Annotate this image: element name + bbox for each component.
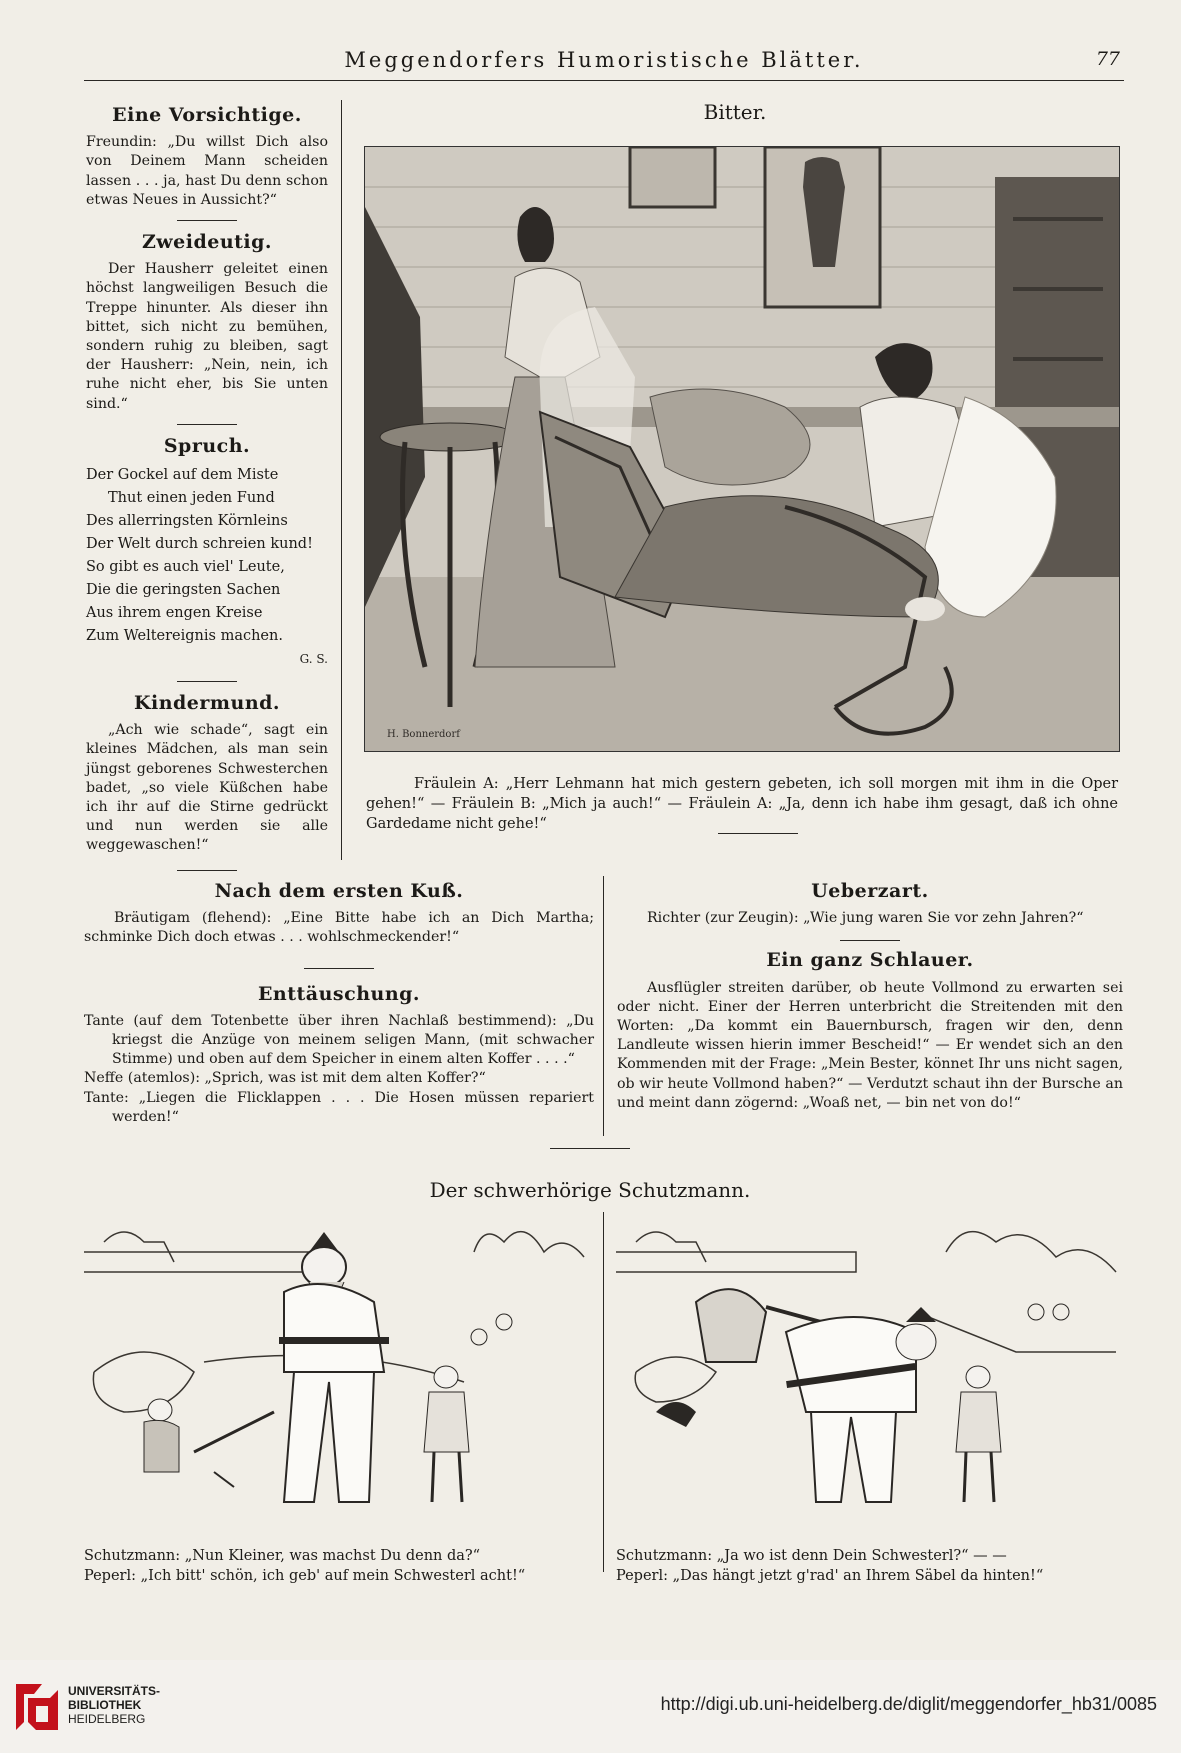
caption-line: Peperl: „Ich bitt' schön, ich geb' auf mein Schwesterl acht!“ (84, 1568, 526, 1584)
section-text-ueberzart: Richter (zur Zeugin): „Wie jung waren Sie vor zehn Jahren?“ (647, 910, 1084, 927)
caption-line: Schutzmann: „Ja wo ist denn Dein Schwesterl?“ — — (616, 1548, 1007, 1564)
separator (550, 1148, 630, 1149)
separator (304, 968, 374, 969)
university-logo-icon (10, 1678, 64, 1736)
separator (718, 833, 798, 834)
section-title-zweideutig: Zweideutig. (141, 231, 273, 254)
cartoon-panel-left (84, 1212, 592, 1532)
poem-line: Des allerringsten Körnleins (86, 513, 288, 530)
footer-bar (0, 1660, 1181, 1753)
poem-line: Aus ihrem engen Kreise (86, 605, 263, 622)
section-title-kindermund: Kindermund. (133, 692, 281, 715)
section-title-erster-kuss: Nach dem ersten Kuß. (214, 880, 464, 902)
poem-line: Der Gockel auf dem Miste (86, 467, 279, 484)
dialogue-line: Neffe (atemlos): „Sprich, was ist mit dem alten Koffer?“ (84, 1070, 486, 1087)
cartoon-panel-right (616, 1212, 1124, 1532)
column-rule (341, 100, 342, 860)
caption-line: Peperl: „Das hängt jetzt g'rad' an Ihrem Säbel da hinten!“ (616, 1568, 1044, 1584)
separator (177, 220, 237, 221)
left-column (86, 100, 328, 883)
institution-name (68, 1684, 160, 1726)
page-number: 77 (1095, 48, 1120, 70)
poem-line: Der Welt durch schreien kund! (86, 536, 313, 553)
page-header (84, 44, 1124, 81)
section-text-erster-kuss: Bräutigam (flehend): „Eine Bitte habe ich an Dich Martha; schminke Dich doch etwas . . . wohlschmeckender!“ (84, 910, 594, 946)
policeman-scene-drawing-1 (84, 1212, 592, 1532)
middle-right-column (617, 876, 1123, 1113)
section-title-enttaeuschung: Enttäuschung. (257, 982, 421, 1005)
institution-line: HEIDELBERG (68, 1712, 146, 1726)
section-title-spruch: Spruch. (163, 434, 251, 457)
illustration-title: Bitter. (703, 100, 767, 124)
illustration-bitter (364, 146, 1120, 752)
cartoon-caption-left (84, 1546, 594, 1586)
cartoon-title: Der schwerhörige Schutzmann. (429, 1178, 751, 1202)
poem-line: Zum Weltereignis machen. (86, 628, 283, 645)
illustration-signature: H. Bonnerdorf (387, 729, 460, 740)
caption-line: Schutzmann: „Nun Kleiner, was machst Du denn da?“ (84, 1548, 481, 1564)
column-rule (603, 1212, 604, 1572)
separator (177, 870, 237, 871)
section-text-zweideutig: Der Hausherr geleitet einen höchst langweiligen Besuch die Treppe hinunter. Als dieser ihn bittet, sich nicht zu bemühen, sondern ruhig zu bleiben, sagt der Hausherr: „Nein, nein, ich ruhe nicht eher, bis Sie unten sind.“ (86, 261, 328, 412)
illustration-caption: Fräulein A: „Herr Lehmann hat mich gestern gebeten, ich soll morgen mit ihm in die Oper gehen!“ — Fräulein B: „Mich ja auch!“ — Fräulein A: „Ja, denn ich habe ihm gesagt, daß ich ohne Gardedame nicht gehe!“ (366, 776, 1118, 832)
poem-line: Die die geringsten Sachen (86, 582, 281, 599)
source-url-link[interactable]: http://digi.ub.uni-heidelberg.de/diglit/meggendorfer_hb31/0085 (660, 1694, 1157, 1714)
poem-author: G. S. (299, 652, 328, 667)
middle-left-column (84, 876, 594, 1127)
separator (840, 940, 900, 941)
institution-line: UNIVERSITÄTS- (68, 1684, 161, 1698)
poem-line: So gibt es auch viel' Leute, (86, 559, 285, 576)
column-rule (603, 876, 604, 1136)
section-text-schlauer: Ausflügler streiten darüber, ob heute Vollmond zu erwarten sei oder nicht. Einer der Herren unterbricht die Streitenden mit den Worten: „Da kommt ein Bauernbursch, fragen wir den, denn Landleute wissen hierin immer Bescheid!“ — Er wendet sich an den Kommenden mit der Frage: „Mein Bester, könnet Ihr uns nicht sagen, ob wir heute Vollmond haben?“ — Verdutzt schaut ihn der Bursche an und meint dann zögernd: „Woaß net, — bin net von do!“ (617, 979, 1123, 1111)
dialogue-line: Tante (auf dem Totenbette über ihren Nachlaß bestimmend): „Du kriegst die Anzüge von meinem seligen Mann, (mit schwacher Stimme) und oben auf dem Speicher in einem alten Koffer . . . .“ (84, 1012, 594, 1068)
section-text-vorsichtige: Freundin: „Du willst Dich also von Deinem Mann scheiden lassen . . . ja, hast Du denn schon etwas Neues in Aussicht?“ (86, 134, 328, 208)
dialogue-line: Tante: „Liegen die Flicklappen . . . Die Hosen müssen repariert werden!“ (84, 1089, 594, 1125)
journal-title: Meggendorfers Humoristische Blätter. (344, 48, 864, 72)
poem-line: Thut einen jeden Fund (108, 490, 275, 507)
section-title-schlauer: Ein ganz Schlauer. (766, 949, 974, 972)
section-text-kindermund: „Ach wie schade“, sagt ein kleines Mädchen, als man sein jüngst geborenes Schwesterchen badet, „so viele Küßchen habe ich ihr auf die Stirne gedrückt und nun werden sie alle weggewaschen!“ (86, 722, 328, 854)
institution-line: BIBLIOTHEK (68, 1698, 142, 1712)
separator (177, 424, 237, 425)
poem (86, 464, 328, 671)
cartoon-caption-right (616, 1546, 1126, 1586)
parlor-scene-drawing (365, 147, 1119, 751)
section-title-ueberzart: Ueberzart. (811, 880, 929, 902)
separator (177, 681, 237, 682)
section-title-vorsichtige: Eine Vorsichtige. (112, 104, 302, 126)
policeman-scene-drawing-2 (616, 1212, 1124, 1532)
